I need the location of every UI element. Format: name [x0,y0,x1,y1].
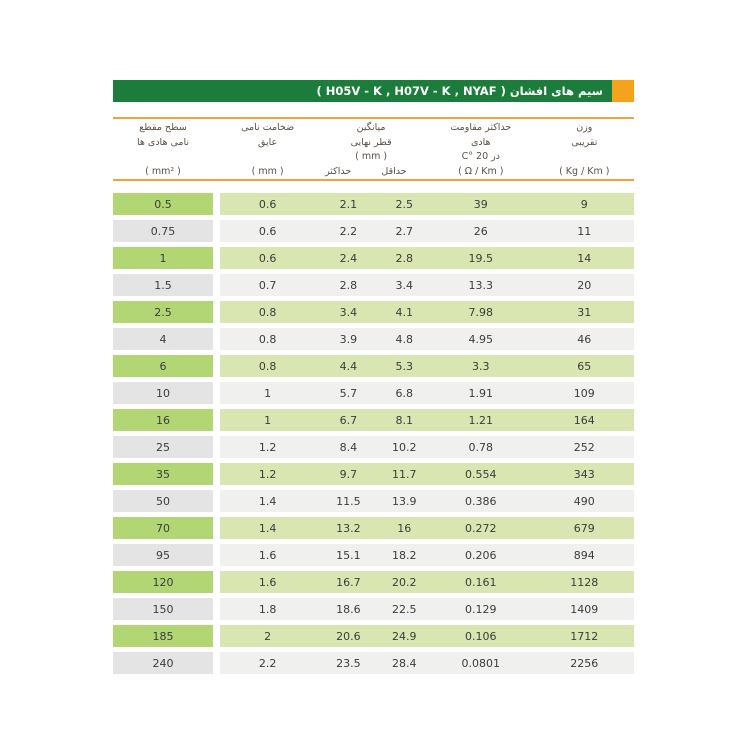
row-band [220,517,634,539]
cell-value: 13.9 [391,494,417,508]
cell-value: 0.272 [465,521,497,535]
cell-value: 1409 [570,602,599,616]
cell-value: 11 [577,224,592,238]
cell-value: 18.6 [336,602,361,616]
subheader-minimum: حداقل [381,165,407,177]
table-row [113,544,634,566]
row-band [220,220,634,242]
cell-value: 4.1 [395,305,413,319]
cell-value: 3.3 [472,359,490,373]
cell-value: 4.8 [395,332,413,346]
cell-value: 9.7 [339,467,358,481]
cell-value: 0.8 [258,359,277,373]
cell-value: 6.7 [339,413,358,427]
cell-value: 23.5 [336,656,361,670]
cell-value: 1 [264,413,272,427]
cell-value: 164 [573,413,595,427]
row-band [220,436,634,458]
row-band [220,544,634,566]
row-band [220,571,634,593]
cell-value: 2.7 [395,224,413,238]
cell-value: 2.5 [395,197,413,211]
cell-cross-section: 35 [113,463,213,485]
page-title: سیم های افشان ( H05V - K , H07V - K , NYAF ) [113,80,612,102]
cell-value: 2 [264,629,272,643]
header-line: نامی هادی ها [136,136,190,148]
cell-value: 343 [573,467,595,481]
cell-value: 20.2 [391,575,417,589]
cell-value: 1128 [570,575,599,589]
table-row [113,382,634,404]
cell-value: 0.129 [465,602,497,616]
cell-cross-section: 150 [113,598,213,620]
table-row [113,193,634,215]
table-row [113,301,634,323]
row-band [220,193,634,215]
cell-value: 10.2 [391,440,417,454]
cell-value: 0.8 [258,305,277,319]
header-line: ضخامت نامی [241,122,295,133]
cell-value: 5.7 [339,386,358,400]
cell-value: 1.4 [258,494,277,508]
table-row [113,598,634,620]
row-band [220,463,634,485]
cell-value: 679 [573,521,595,535]
header-line [220,150,315,163]
row-band [220,598,634,620]
cell-value: 1.91 [468,386,494,400]
cell-value: 2.2 [258,656,277,670]
cell-cross-section: 2.5 [113,301,213,323]
table-row [113,274,634,296]
cell-value: 20.6 [336,629,361,643]
cell-value: 2.8 [395,251,413,265]
column-header-overall-diameter [315,121,427,178]
column-header-conductor-resistance [427,121,535,178]
cell-value: 3.4 [395,278,413,292]
table-row [113,490,634,512]
cell-value: 2256 [570,656,599,670]
cell-value: 39 [473,197,488,211]
header-line: تقریبی [571,136,598,148]
cell-value: 1.6 [258,548,277,562]
cell-value: 11.5 [336,494,361,508]
row-band [220,355,634,377]
row-band [220,382,634,404]
cell-cross-section: 120 [113,571,213,593]
header-line: قطر نهایی [350,136,392,148]
cell-value: 1.21 [468,413,494,427]
header-rule-bottom [113,179,634,181]
cell-value: 7.98 [468,305,494,319]
column-header-size [113,121,213,178]
cell-value: 0.6 [258,197,277,211]
row-band [220,625,634,647]
cell-cross-section: 25 [113,436,213,458]
cell-value: 0.0801 [461,656,501,670]
table-row [113,463,634,485]
table-row [113,220,634,242]
table-row [113,436,634,458]
cell-value: 8.4 [339,440,358,454]
title-bar [113,80,634,102]
row-band [220,328,634,350]
table-row [113,355,634,377]
cell-cross-section: 1 [113,247,213,269]
table-row [113,652,634,674]
cell-value: 1.2 [258,467,277,481]
cell-value: 16.7 [336,575,361,589]
header-band [220,121,634,178]
table-row [113,247,634,269]
cell-value: 109 [573,386,595,400]
header-unit: ( Ω / Km ) [458,165,504,177]
cell-value: 0.6 [258,251,277,265]
cell-value: 31 [577,305,592,319]
header-unit: ( mm² ) [145,165,181,177]
cell-value: 0.206 [465,548,497,562]
orange-accent-square [612,80,634,102]
cell-value: 1712 [570,629,599,643]
cell-value: 20 [577,278,592,292]
cell-value: 65 [577,359,592,373]
cell-value: 11.7 [391,467,417,481]
row-band [220,409,634,431]
cell-value: 2.1 [339,197,358,211]
cell-value: 24.9 [391,629,417,643]
table-row [113,328,634,350]
cell-cross-section: 185 [113,625,213,647]
cell-value: 1 [264,386,272,400]
header-line: هادی [471,136,491,148]
diameter-subheaders [315,165,427,178]
header-line: وزن [576,122,593,133]
cell-value: 3.4 [339,305,358,319]
header-line: عایق [258,136,278,148]
cell-value: 28.4 [391,656,417,670]
spec-table [113,117,634,679]
cell-value: 1.6 [258,575,277,589]
cell-value: 5.3 [395,359,413,373]
table-header [113,119,634,179]
cell-value: 18.2 [391,548,417,562]
header-line: حداکثر مقاومت [450,122,512,133]
cell-value: 0.106 [465,629,497,643]
header-unit: ( Kg / Km ) [559,165,610,177]
header-line: در 20 °C [461,151,500,163]
cell-value: 0.161 [465,575,497,589]
row-band [220,652,634,674]
cell-cross-section: 240 [113,652,213,674]
header-unit: ( mm ) [251,165,284,177]
row-band [220,247,634,269]
cell-value: 19.5 [468,251,494,265]
cell-value: 1.2 [258,440,277,454]
cell-cross-section: 95 [113,544,213,566]
cell-value: 252 [573,440,595,454]
table-row [113,571,634,593]
header-line [113,150,213,163]
cell-cross-section: 6 [113,355,213,377]
column-gap [213,121,220,178]
cell-value: 0.7 [258,278,277,292]
cell-value: 8.1 [395,413,413,427]
cell-value: 16 [397,521,412,535]
cell-value: 22.5 [391,602,417,616]
cell-value: 26 [473,224,488,238]
cell-value: 2.4 [339,251,358,265]
cell-value: 0.78 [468,440,494,454]
cell-value: 490 [573,494,595,508]
cell-cross-section: 0.5 [113,193,213,215]
cell-value: 46 [577,332,592,346]
table-row [113,409,634,431]
cell-value: 0.554 [465,467,497,481]
column-header-approx-weight [535,121,634,178]
cell-value: 6.8 [395,386,413,400]
cell-value: 4.4 [339,359,358,373]
cell-cross-section: 16 [113,409,213,431]
header-unit: ( mm ) [355,151,388,163]
header-line: میانگین [356,122,386,133]
cell-value: 13.2 [336,521,361,535]
cell-value: 1.8 [258,602,277,616]
table-row [113,625,634,647]
cell-cross-section: 70 [113,517,213,539]
cell-value: 0.6 [258,224,277,238]
table-row [113,517,634,539]
header-line: سطح مقطع [139,122,187,133]
cell-value: 14 [577,251,592,265]
header-line [535,150,634,163]
cell-cross-section: 50 [113,490,213,512]
cell-cross-section: 1.5 [113,274,213,296]
subheader-maximum: حداکثر [325,165,352,177]
table-body [113,193,634,674]
cell-cross-section: 0.75 [113,220,213,242]
row-band [220,490,634,512]
row-band [220,301,634,323]
cell-value: 2.2 [339,224,358,238]
cell-value: 4.95 [468,332,494,346]
cell-value: 0.8 [258,332,277,346]
cell-value: 2.8 [339,278,358,292]
column-header-insulation-thickness [220,121,315,178]
cell-value: 0.386 [465,494,497,508]
cell-value: 1.4 [258,521,277,535]
cell-cross-section: 10 [113,382,213,404]
cell-value: 13.3 [468,278,494,292]
cell-value: 15.1 [336,548,361,562]
cell-value: 894 [573,548,595,562]
cell-value: 9 [580,197,588,211]
cell-value: 3.9 [339,332,358,346]
row-band [220,274,634,296]
cell-cross-section: 4 [113,328,213,350]
